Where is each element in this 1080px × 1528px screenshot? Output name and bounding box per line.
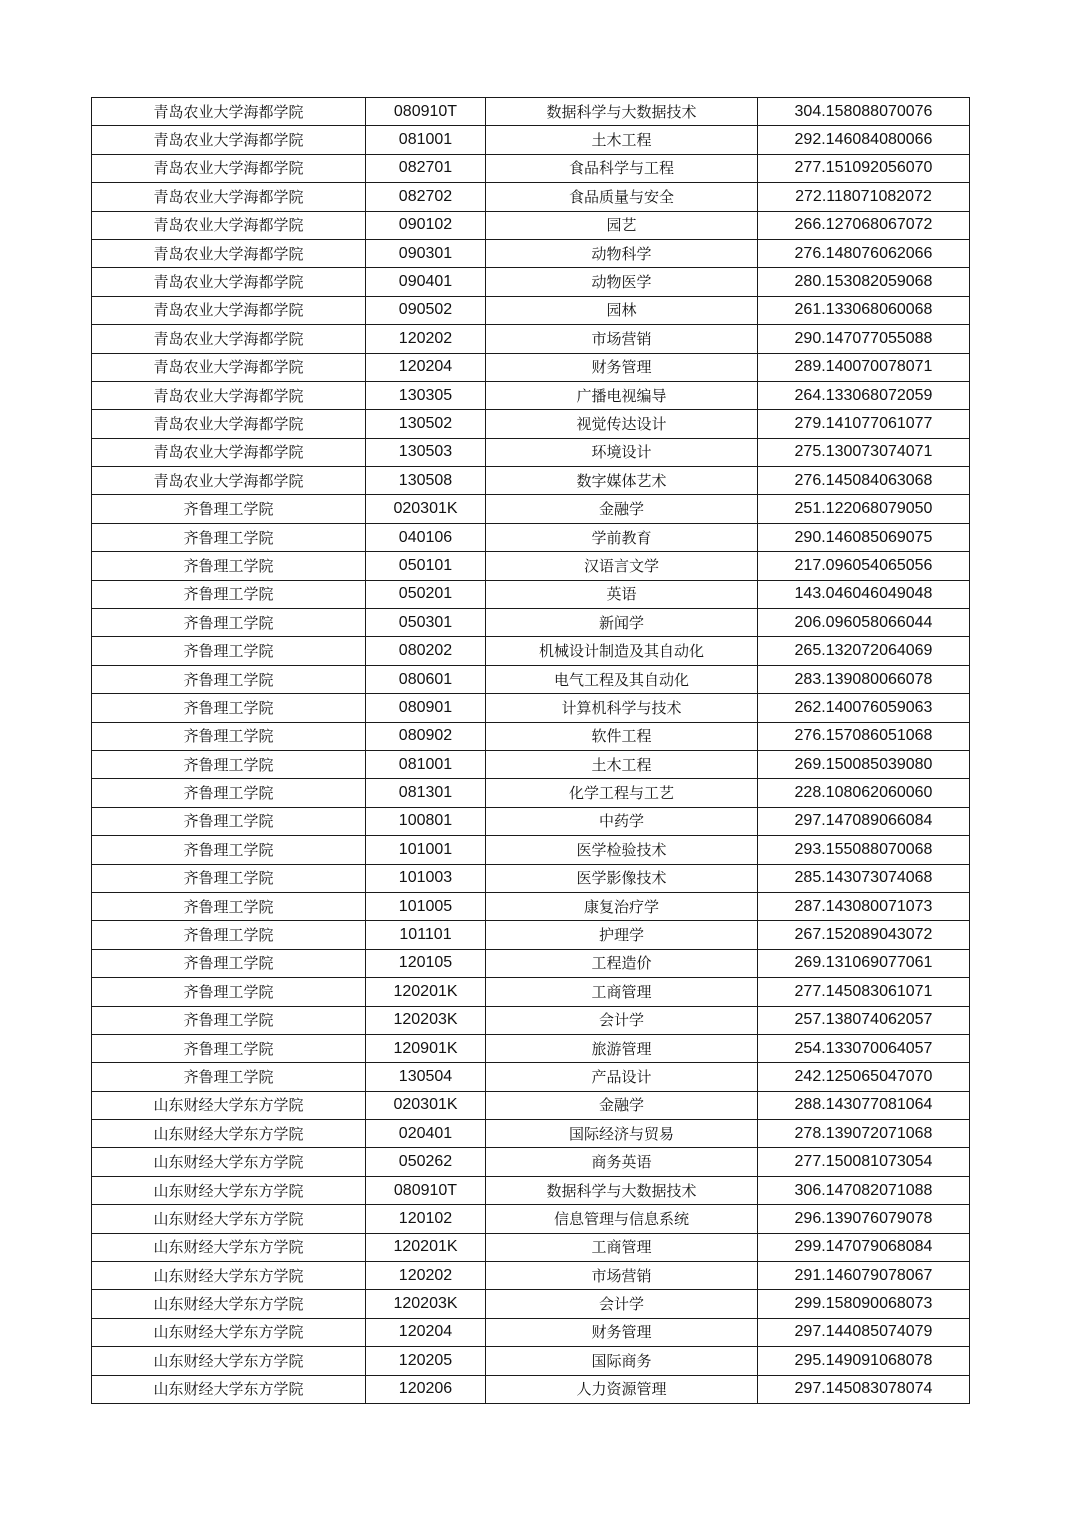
major-code-cell: 120201K <box>366 1233 486 1261</box>
score-cell: 272.118071082072 <box>758 183 970 211</box>
major-code-cell: 120102 <box>366 1205 486 1233</box>
major-name-cell: 数据科学与大数据技术 <box>486 1176 758 1204</box>
major-code-cell: 120202 <box>366 325 486 353</box>
major-name-cell: 计算机科学与技术 <box>486 694 758 722</box>
major-name-cell: 动物医学 <box>486 268 758 296</box>
school-name-cell: 齐鲁理工学院 <box>92 864 366 892</box>
major-code-cell: 080202 <box>366 637 486 665</box>
score-cell: 254.133070064057 <box>758 1034 970 1062</box>
table-row <box>92 1262 970 1290</box>
major-code-cell: 082702 <box>366 183 486 211</box>
table-row <box>92 239 970 267</box>
table-row <box>92 949 970 977</box>
major-code-cell: 081301 <box>366 779 486 807</box>
score-cell: 264.133068072059 <box>758 381 970 409</box>
major-code-cell: 090401 <box>366 268 486 296</box>
table-row <box>92 580 970 608</box>
school-name-cell: 青岛农业大学海都学院 <box>92 325 366 353</box>
major-name-cell: 市场营销 <box>486 1262 758 1290</box>
school-name-cell: 齐鲁理工学院 <box>92 1063 366 1091</box>
major-name-cell: 食品科学与工程 <box>486 154 758 182</box>
school-name-cell: 山东财经大学东方学院 <box>92 1318 366 1346</box>
school-name-cell: 齐鲁理工学院 <box>92 836 366 864</box>
score-cell: 262.140076059063 <box>758 694 970 722</box>
major-name-cell: 金融学 <box>486 1091 758 1119</box>
school-name-cell: 齐鲁理工学院 <box>92 921 366 949</box>
major-code-cell: 101005 <box>366 892 486 920</box>
table-row <box>92 495 970 523</box>
table-body <box>92 98 970 1404</box>
score-cell: 267.152089043072 <box>758 921 970 949</box>
major-name-cell: 园艺 <box>486 211 758 239</box>
score-cell: 276.157086051068 <box>758 722 970 750</box>
school-name-cell: 齐鲁理工学院 <box>92 807 366 835</box>
table-row <box>92 1091 970 1119</box>
major-name-cell: 土木工程 <box>486 126 758 154</box>
score-cell: 217.096054065056 <box>758 552 970 580</box>
major-code-cell: 090502 <box>366 296 486 324</box>
school-name-cell: 齐鲁理工学院 <box>92 779 366 807</box>
table-row <box>92 722 970 750</box>
table-row <box>92 1034 970 1062</box>
table-row <box>92 353 970 381</box>
score-cell: 297.147089066084 <box>758 807 970 835</box>
school-name-cell: 青岛农业大学海都学院 <box>92 438 366 466</box>
school-name-cell: 齐鲁理工学院 <box>92 978 366 1006</box>
major-name-cell: 国际商务 <box>486 1347 758 1375</box>
major-code-cell: 120105 <box>366 949 486 977</box>
major-name-cell: 汉语言文学 <box>486 552 758 580</box>
score-cell: 287.143080071073 <box>758 892 970 920</box>
major-code-cell: 120201K <box>366 978 486 1006</box>
table-row <box>92 1318 970 1346</box>
admission-score-table <box>91 97 970 1404</box>
table-row <box>92 779 970 807</box>
school-name-cell: 青岛农业大学海都学院 <box>92 381 366 409</box>
table-row <box>92 268 970 296</box>
major-name-cell: 金融学 <box>486 495 758 523</box>
score-cell: 228.108062060060 <box>758 779 970 807</box>
major-name-cell: 新闻学 <box>486 609 758 637</box>
table-row <box>92 1290 970 1318</box>
school-name-cell: 青岛农业大学海都学院 <box>92 211 366 239</box>
major-code-cell: 082701 <box>366 154 486 182</box>
score-cell: 293.155088070068 <box>758 836 970 864</box>
score-cell: 275.130073074071 <box>758 438 970 466</box>
major-name-cell: 旅游管理 <box>486 1034 758 1062</box>
major-name-cell: 会计学 <box>486 1006 758 1034</box>
score-cell: 266.127068067072 <box>758 211 970 239</box>
major-name-cell: 食品质量与安全 <box>486 183 758 211</box>
major-code-cell: 130503 <box>366 438 486 466</box>
table-row <box>92 1375 970 1403</box>
table-row <box>92 325 970 353</box>
school-name-cell: 齐鲁理工学院 <box>92 495 366 523</box>
major-name-cell: 医学检验技术 <box>486 836 758 864</box>
major-name-cell: 学前教育 <box>486 523 758 551</box>
school-name-cell: 齐鲁理工学院 <box>92 1034 366 1062</box>
school-name-cell: 山东财经大学东方学院 <box>92 1347 366 1375</box>
major-code-cell: 120205 <box>366 1347 486 1375</box>
school-name-cell: 青岛农业大学海都学院 <box>92 268 366 296</box>
score-cell: 276.148076062066 <box>758 239 970 267</box>
score-cell: 306.147082071088 <box>758 1176 970 1204</box>
major-code-cell: 080910T <box>366 98 486 126</box>
score-cell: 296.139076079078 <box>758 1205 970 1233</box>
score-cell: 299.158090068073 <box>758 1290 970 1318</box>
score-cell: 277.150081073054 <box>758 1148 970 1176</box>
table-row <box>92 921 970 949</box>
major-code-cell: 081001 <box>366 126 486 154</box>
major-name-cell: 电气工程及其自动化 <box>486 665 758 693</box>
school-name-cell: 齐鲁理工学院 <box>92 609 366 637</box>
major-name-cell: 中药学 <box>486 807 758 835</box>
major-code-cell: 101101 <box>366 921 486 949</box>
major-name-cell: 工商管理 <box>486 1233 758 1261</box>
school-name-cell: 齐鲁理工学院 <box>92 722 366 750</box>
major-code-cell: 120203K <box>366 1006 486 1034</box>
score-cell: 265.132072064069 <box>758 637 970 665</box>
table-row <box>92 98 970 126</box>
school-name-cell: 山东财经大学东方学院 <box>92 1148 366 1176</box>
major-name-cell: 财务管理 <box>486 353 758 381</box>
school-name-cell: 齐鲁理工学院 <box>92 637 366 665</box>
major-code-cell: 020301K <box>366 1091 486 1119</box>
major-name-cell: 信息管理与信息系统 <box>486 1205 758 1233</box>
school-name-cell: 齐鲁理工学院 <box>92 750 366 778</box>
major-code-cell: 120202 <box>366 1262 486 1290</box>
major-code-cell: 080601 <box>366 665 486 693</box>
score-cell: 291.146079078067 <box>758 1262 970 1290</box>
major-name-cell: 财务管理 <box>486 1318 758 1346</box>
major-name-cell: 国际经济与贸易 <box>486 1120 758 1148</box>
table-row <box>92 1006 970 1034</box>
major-name-cell: 环境设计 <box>486 438 758 466</box>
major-name-cell: 护理学 <box>486 921 758 949</box>
school-name-cell: 齐鲁理工学院 <box>92 580 366 608</box>
major-code-cell: 120204 <box>366 1318 486 1346</box>
score-cell: 304.158088070076 <box>758 98 970 126</box>
school-name-cell: 山东财经大学东方学院 <box>92 1205 366 1233</box>
major-code-cell: 130502 <box>366 410 486 438</box>
major-code-cell: 090301 <box>366 239 486 267</box>
table-row <box>92 381 970 409</box>
table-row <box>92 864 970 892</box>
major-code-cell: 130508 <box>366 467 486 495</box>
table-row <box>92 807 970 835</box>
table-row <box>92 211 970 239</box>
score-cell: 295.149091068078 <box>758 1347 970 1375</box>
table-row <box>92 609 970 637</box>
table-row <box>92 1176 970 1204</box>
major-code-cell: 080902 <box>366 722 486 750</box>
score-cell: 261.133068060068 <box>758 296 970 324</box>
major-name-cell: 商务英语 <box>486 1148 758 1176</box>
major-code-cell: 020401 <box>366 1120 486 1148</box>
table-row <box>92 1148 970 1176</box>
major-name-cell: 土木工程 <box>486 750 758 778</box>
school-name-cell: 山东财经大学东方学院 <box>92 1262 366 1290</box>
score-cell: 292.146084080066 <box>758 126 970 154</box>
major-code-cell: 130504 <box>366 1063 486 1091</box>
school-name-cell: 青岛农业大学海都学院 <box>92 98 366 126</box>
score-cell: 297.144085074079 <box>758 1318 970 1346</box>
school-name-cell: 青岛农业大学海都学院 <box>92 467 366 495</box>
table-row <box>92 296 970 324</box>
table-row <box>92 665 970 693</box>
major-code-cell: 130305 <box>366 381 486 409</box>
major-name-cell: 市场营销 <box>486 325 758 353</box>
table-row <box>92 126 970 154</box>
table-row <box>92 183 970 211</box>
score-cell: 269.150085039080 <box>758 750 970 778</box>
score-cell: 257.138074062057 <box>758 1006 970 1034</box>
score-cell: 289.140070078071 <box>758 353 970 381</box>
table-row <box>92 1347 970 1375</box>
school-name-cell: 齐鲁理工学院 <box>92 949 366 977</box>
score-cell: 280.153082059068 <box>758 268 970 296</box>
major-code-cell: 080910T <box>366 1176 486 1204</box>
major-code-cell: 050301 <box>366 609 486 637</box>
table-row <box>92 836 970 864</box>
score-cell: 277.145083061071 <box>758 978 970 1006</box>
table-row <box>92 1120 970 1148</box>
major-name-cell: 工商管理 <box>486 978 758 1006</box>
major-name-cell: 英语 <box>486 580 758 608</box>
major-code-cell: 081001 <box>366 750 486 778</box>
major-name-cell: 产品设计 <box>486 1063 758 1091</box>
major-name-cell: 软件工程 <box>486 722 758 750</box>
major-name-cell: 园林 <box>486 296 758 324</box>
school-name-cell: 齐鲁理工学院 <box>92 523 366 551</box>
major-code-cell: 050262 <box>366 1148 486 1176</box>
school-name-cell: 齐鲁理工学院 <box>92 1006 366 1034</box>
table-row <box>92 467 970 495</box>
major-name-cell: 机械设计制造及其自动化 <box>486 637 758 665</box>
score-cell: 297.145083078074 <box>758 1375 970 1403</box>
score-cell: 283.139080066078 <box>758 665 970 693</box>
major-code-cell: 101001 <box>366 836 486 864</box>
school-name-cell: 青岛农业大学海都学院 <box>92 296 366 324</box>
score-cell: 277.151092056070 <box>758 154 970 182</box>
school-name-cell: 齐鲁理工学院 <box>92 892 366 920</box>
table-row <box>92 1063 970 1091</box>
score-cell: 269.131069077061 <box>758 949 970 977</box>
score-cell: 290.147077055088 <box>758 325 970 353</box>
major-code-cell: 020301K <box>366 495 486 523</box>
school-name-cell: 齐鲁理工学院 <box>92 694 366 722</box>
table-row <box>92 1233 970 1261</box>
school-name-cell: 山东财经大学东方学院 <box>92 1120 366 1148</box>
table-row <box>92 892 970 920</box>
school-name-cell: 青岛农业大学海都学院 <box>92 239 366 267</box>
table-row <box>92 978 970 1006</box>
score-cell: 278.139072071068 <box>758 1120 970 1148</box>
school-name-cell: 齐鲁理工学院 <box>92 665 366 693</box>
table-row <box>92 410 970 438</box>
major-name-cell: 数据科学与大数据技术 <box>486 98 758 126</box>
school-name-cell: 青岛农业大学海都学院 <box>92 410 366 438</box>
major-code-cell: 100801 <box>366 807 486 835</box>
score-cell: 288.143077081064 <box>758 1091 970 1119</box>
score-cell: 290.146085069075 <box>758 523 970 551</box>
school-name-cell: 青岛农业大学海都学院 <box>92 353 366 381</box>
school-name-cell: 青岛农业大学海都学院 <box>92 126 366 154</box>
school-name-cell: 山东财经大学东方学院 <box>92 1091 366 1119</box>
major-name-cell: 人力资源管理 <box>486 1375 758 1403</box>
major-code-cell: 120204 <box>366 353 486 381</box>
table-row <box>92 552 970 580</box>
major-name-cell: 医学影像技术 <box>486 864 758 892</box>
major-name-cell: 康复治疗学 <box>486 892 758 920</box>
major-name-cell: 广播电视编导 <box>486 381 758 409</box>
table-row <box>92 438 970 466</box>
major-code-cell: 080901 <box>366 694 486 722</box>
major-name-cell: 数字媒体艺术 <box>486 467 758 495</box>
major-code-cell: 040106 <box>366 523 486 551</box>
school-name-cell: 山东财经大学东方学院 <box>92 1375 366 1403</box>
score-cell: 276.145084063068 <box>758 467 970 495</box>
school-name-cell: 齐鲁理工学院 <box>92 552 366 580</box>
table-row <box>92 637 970 665</box>
major-code-cell: 090102 <box>366 211 486 239</box>
major-code-cell: 050201 <box>366 580 486 608</box>
major-code-cell: 120901K <box>366 1034 486 1062</box>
table-row <box>92 523 970 551</box>
major-name-cell: 视觉传达设计 <box>486 410 758 438</box>
major-name-cell: 会计学 <box>486 1290 758 1318</box>
major-name-cell: 工程造价 <box>486 949 758 977</box>
score-cell: 143.046046049048 <box>758 580 970 608</box>
school-name-cell: 山东财经大学东方学院 <box>92 1290 366 1318</box>
table-row <box>92 750 970 778</box>
major-code-cell: 050101 <box>366 552 486 580</box>
major-name-cell: 化学工程与工艺 <box>486 779 758 807</box>
major-code-cell: 101003 <box>366 864 486 892</box>
score-cell: 279.141077061077 <box>758 410 970 438</box>
table-row <box>92 1205 970 1233</box>
major-code-cell: 120203K <box>366 1290 486 1318</box>
school-name-cell: 山东财经大学东方学院 <box>92 1176 366 1204</box>
score-cell: 242.125065047070 <box>758 1063 970 1091</box>
score-cell: 285.143073074068 <box>758 864 970 892</box>
major-code-cell: 120206 <box>366 1375 486 1403</box>
table-row <box>92 154 970 182</box>
table-row <box>92 694 970 722</box>
school-name-cell: 青岛农业大学海都学院 <box>92 183 366 211</box>
school-name-cell: 山东财经大学东方学院 <box>92 1233 366 1261</box>
school-name-cell: 青岛农业大学海都学院 <box>92 154 366 182</box>
major-name-cell: 动物科学 <box>486 239 758 267</box>
score-cell: 206.096058066044 <box>758 609 970 637</box>
score-cell: 299.147079068084 <box>758 1233 970 1261</box>
score-cell: 251.122068079050 <box>758 495 970 523</box>
